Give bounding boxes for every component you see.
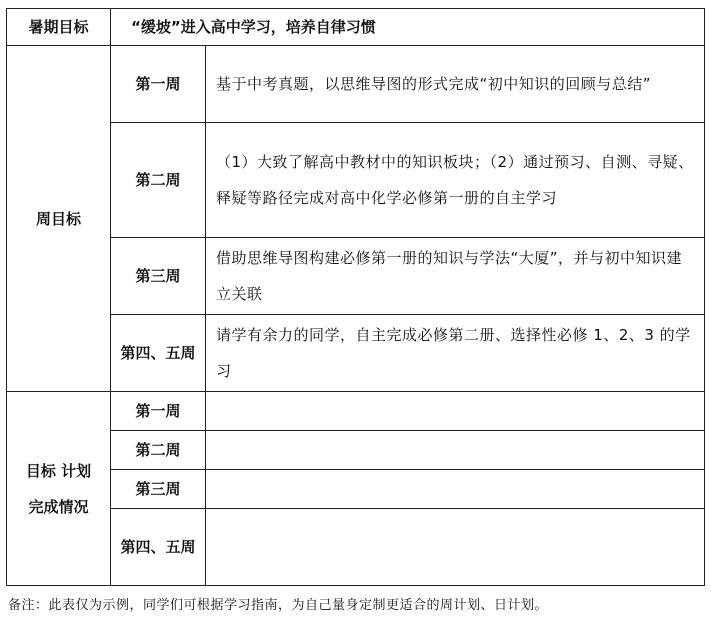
- week-4-5-goal: 请学有余力的同学，自主完成必修第二册、选择性必修 1、2、3 的学习: [206, 315, 705, 392]
- week-3-label: 第三周: [111, 238, 206, 315]
- summer-plan-table: [6, 8, 705, 586]
- completion-week-2-cell[interactable]: [206, 431, 705, 470]
- week-2-label: 第二周: [111, 123, 206, 238]
- weekly-goal-row: [7, 238, 705, 315]
- week-1-goal: 基于中考真题，以思维导图的形式完成“初中知识的回顾与总结”: [206, 46, 705, 123]
- week-1-label: 第一周: [111, 46, 206, 123]
- footnote: 备注：此表仅为示例，同学们可根据学习指南，为自己量身定制更适合的周计划、日计划。: [8, 598, 549, 613]
- header-row: [7, 9, 705, 46]
- summer-goal-text: “缓坡”进入高中学习，培养自律习惯: [111, 9, 705, 46]
- completion-week-4-5-cell[interactable]: [206, 509, 705, 586]
- weekly-goal-label: 周目标: [7, 46, 111, 392]
- completion-row: [7, 470, 705, 509]
- week-4-5-label: 第四、五周: [111, 315, 206, 392]
- week-2-goal: （1）大致了解高中教材中的知识板块；（2）通过预习、自测、寻疑、释疑等路径完成对高中化学必修第一册的自主学习: [206, 123, 705, 238]
- weekly-goal-row: [7, 315, 705, 392]
- completion-week-3-label: 第三周: [111, 470, 206, 509]
- completion-week-1-label: 第一周: [111, 392, 206, 431]
- summer-goal-label: 暑期目标: [7, 9, 111, 46]
- weekly-goal-row: [7, 123, 705, 238]
- completion-week-3-cell[interactable]: [206, 470, 705, 509]
- completion-row: [7, 431, 705, 470]
- completion-label: 目标 计划 完成情况: [7, 392, 111, 586]
- week-3-goal: 借助思维导图构建必修第一册的知识与学法“大厦”，并与初中知识建立关联: [206, 238, 705, 315]
- completion-week-1-cell[interactable]: [206, 392, 705, 431]
- completion-week-4-5-label: 第四、五周: [111, 509, 206, 586]
- completion-row: [7, 509, 705, 586]
- completion-row: [7, 392, 705, 431]
- weekly-goal-row: [7, 46, 705, 123]
- completion-week-2-label: 第二周: [111, 431, 206, 470]
